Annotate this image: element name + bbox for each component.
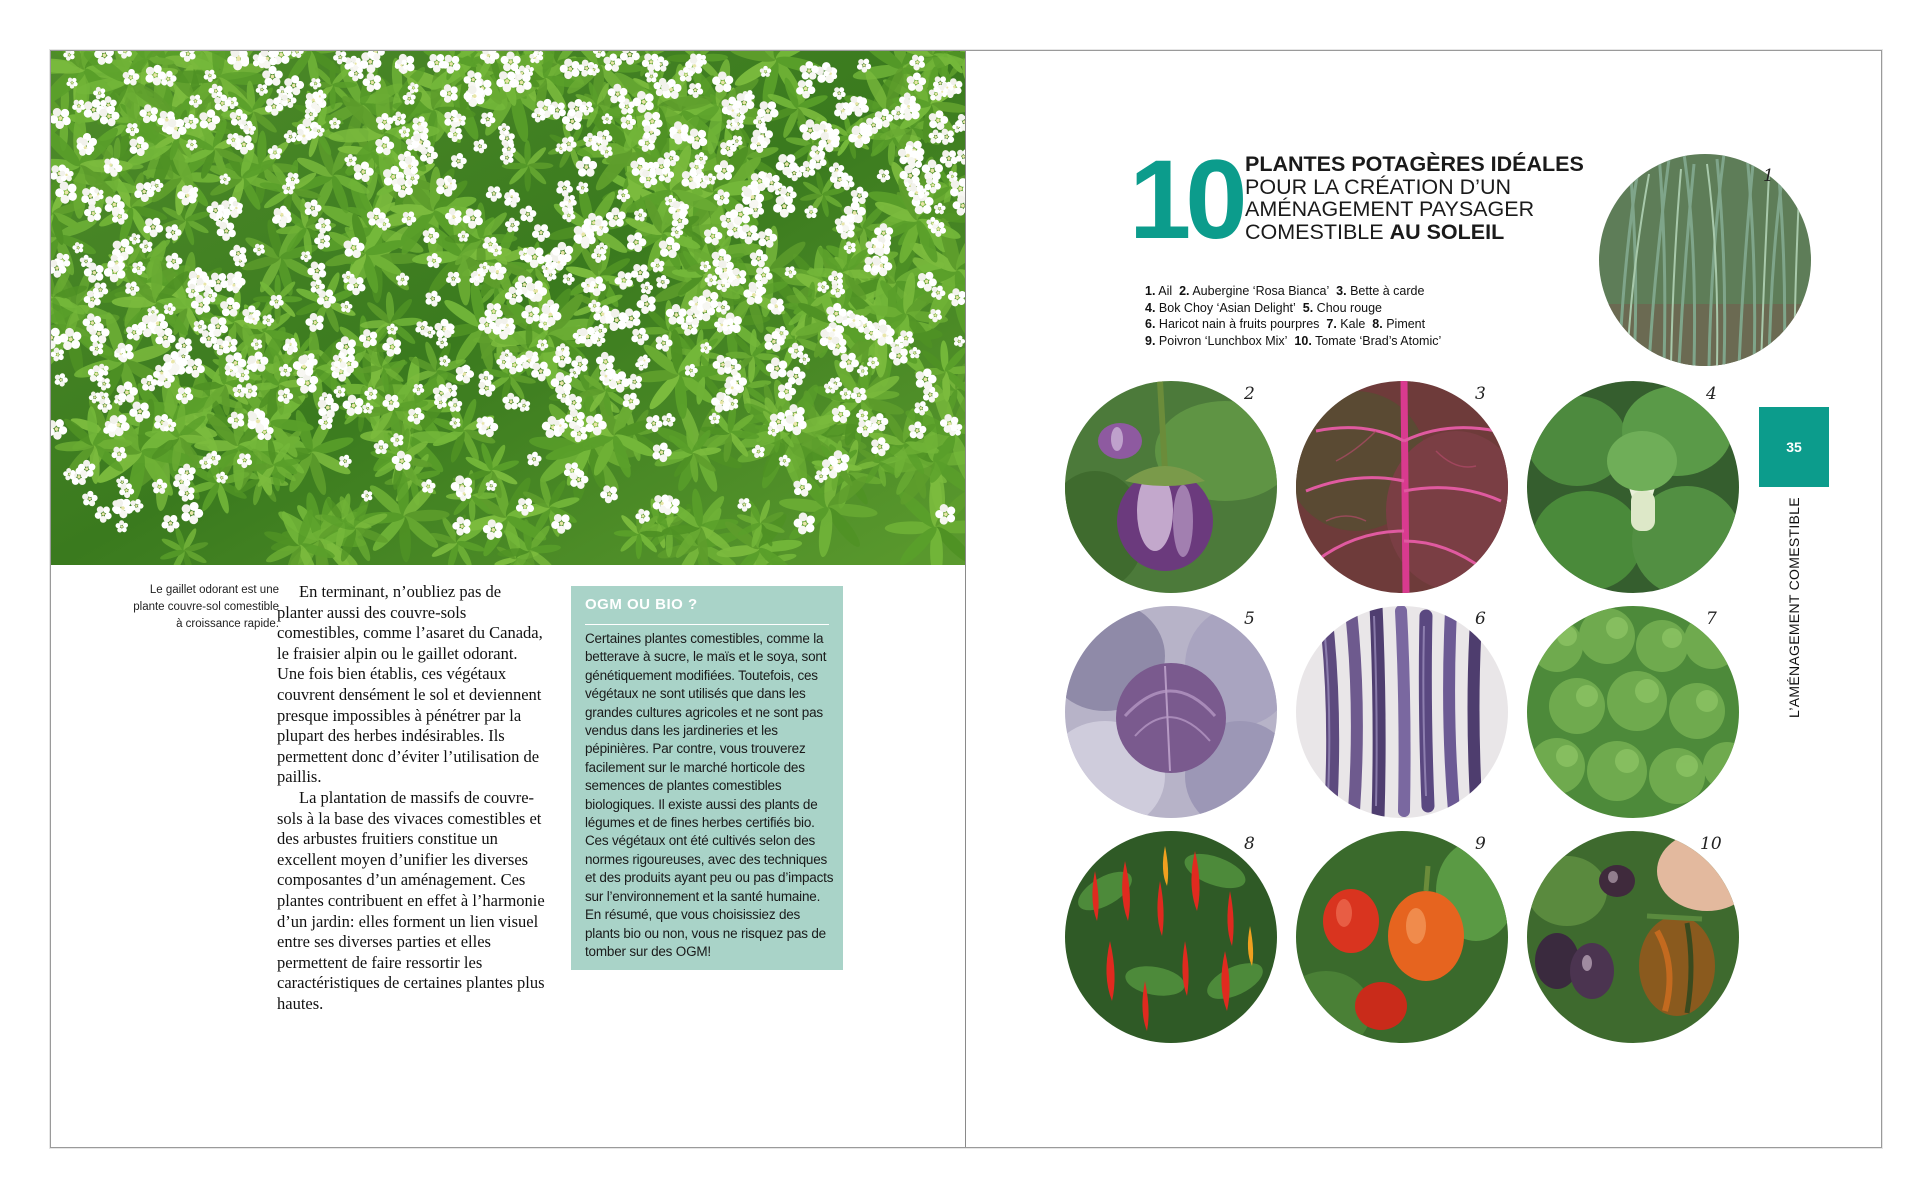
title-line-2: POUR LA CRÉATION D’UN: [1245, 174, 1511, 199]
body-text: [277, 582, 547, 1014]
right-page: [966, 51, 1881, 1147]
photo-number-7: 7: [1706, 609, 1717, 629]
photo-number-5: 5: [1244, 609, 1255, 629]
legend-row: 9. Poivron ‘Lunchbox Mix’ 10. Tomate ‘Brad’s Atomic’: [1145, 334, 1442, 349]
section-label: L’AMÉNAGEMENT COMESTIBLE: [1786, 497, 1802, 718]
legend-row: 6. Haricot nain à fruits pourpres 7. Kale 8. Piment: [1145, 317, 1426, 332]
photo-purple-beans: [1296, 606, 1508, 818]
photo-hot-pepper: [1065, 831, 1277, 1043]
photo-number-8: 8: [1244, 834, 1255, 854]
photo-kale: [1527, 606, 1739, 818]
photo-number-6: 6: [1475, 609, 1486, 629]
photo-swiss-chard: [1296, 381, 1508, 593]
photo-garlic: [1599, 154, 1811, 366]
photo-bok-choy: [1527, 381, 1739, 593]
photo-number-3: 3: [1475, 384, 1486, 404]
photo-number-1: 1: [1763, 166, 1774, 186]
photo-red-cabbage: [1065, 606, 1277, 818]
photo-bell-pepper: [1296, 831, 1508, 1043]
photo-number-10: 10: [1700, 834, 1722, 854]
photo-eggplant: [1065, 381, 1277, 593]
photo-number-2: 2: [1244, 384, 1255, 404]
big-number: 10: [1129, 137, 1242, 262]
title-line-1: PLANTES POTAGÈRES IDÉALES: [1245, 152, 1584, 176]
title-line-3: AMÉNAGEMENT PAYSAGER: [1245, 197, 1535, 221]
photo-number-4: 4: [1706, 384, 1717, 404]
sidebar-text: Certaines plantes comestibles, comme la betterave à sucre, le maïs et le soya, sont génétiquement modifiées. Toutefois, ces végétaux ne sont utilisés que dans les grandes cultures agricoles et ne sont pas vendus dans les jardineries et les pépinières. Par contre, vous trouverez facilement sur le marché horticole des semences de plantes comestibles biologiques. Il existe aussi des plants de légumes et de fines herbes certifiés bio. Ces végétaux ont été cultivés selon des normes rigoureuses, avec des techniques et des produits ayant peu ou pas d’impacts sur l’environnement et la santé humaine. En résumé, que vous choisissiez des plants bio ou non, vous ne risquez pas de tomber sur des OGM!: [585, 631, 834, 959]
sidebar-title: OGM OU BIO ?: [585, 596, 698, 613]
page-number-tab: 35: [1759, 407, 1829, 487]
title-line-4: COMESTIBLE AU SOLEIL: [1245, 219, 1505, 244]
photo-caption: Le gaillet odorant est une plante couvre-sol comestible à croissance rapide.: [133, 584, 279, 630]
ogm-sidebar: [571, 586, 843, 970]
legend-row: 4. Bok Choy ‘Asian Delight’ 5. Chou rouge: [1145, 300, 1382, 315]
woodruff-photo: [51, 51, 965, 565]
legend-row: 1. Ail 2. Aubergine ‘Rosa Bianca’ 3. Bette à carde: [1145, 284, 1425, 298]
sidebar-divider: [585, 624, 829, 625]
book-spread: [50, 50, 1882, 1148]
photo-number-9: 9: [1475, 834, 1486, 854]
photo-tomato: [1527, 831, 1739, 1043]
body-paragraph-1: En terminant, n’oubliez pas de planter aussi des couvre-sols comestibles, comme l’asaret du Canada, le fraisier alpin ou le gaillet odorant. Une fois bien établis, ces végétaux couvrent densément le sol et deviennent presque impossibles à pénétrer par la plupart des herbes indésirables. Ils permettent donc d’éviter l’utilisation de paillis.: [277, 582, 543, 787]
plant-legend: [1145, 283, 1505, 350]
list-title: [1245, 152, 1584, 244]
body-paragraph-2: La plantation de massifs de couvre-sols à la base des vivaces comestibles et des arbustes fruitiers constitue un excellent moyen d’unifier les diverses composantes d’un aménagement. Ces plantes contribuent en effet à l’harmonie d’un jardin: elles forment un lien visuel entre ses diverses parties et elles permettent de faire ressortir les caractéristiques de certaines plantes plus hautes.: [277, 787, 545, 1013]
left-page: [51, 51, 965, 1147]
